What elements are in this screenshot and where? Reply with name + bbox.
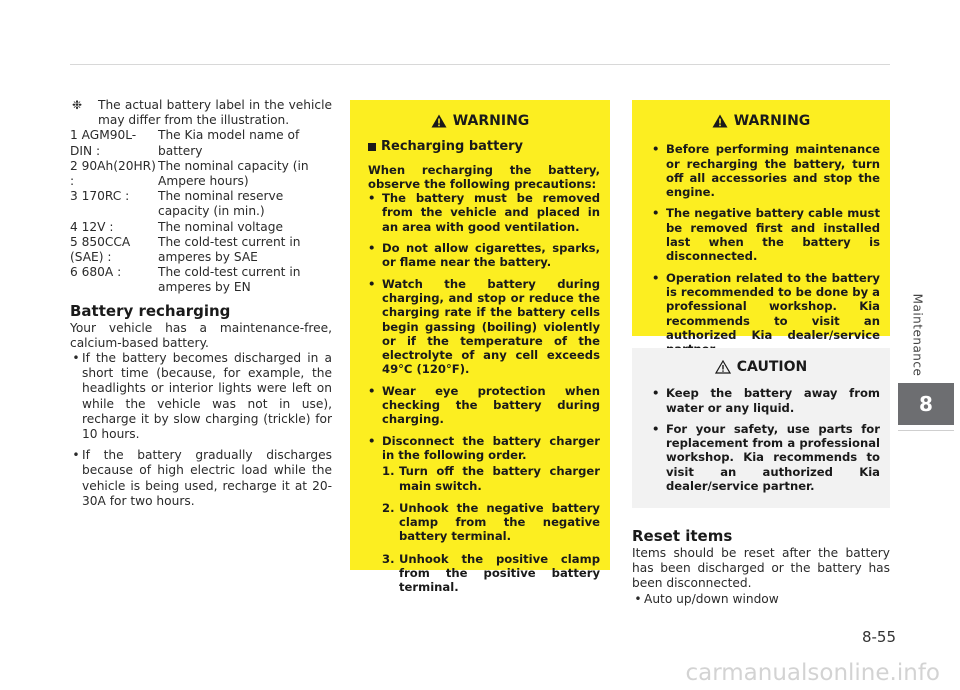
list-item bbox=[368, 191, 600, 234]
bullet-icon: • bbox=[368, 241, 376, 256]
list-item bbox=[652, 206, 880, 263]
battery-recharging-title: Battery recharging bbox=[70, 301, 231, 320]
list-item-text: The negative battery cable must be removed first and installed last when the battery is disconnected. bbox=[666, 206, 880, 264]
spec-key: 3 170RC : bbox=[70, 189, 130, 204]
warning-triangle-icon bbox=[712, 114, 728, 128]
spec-row bbox=[70, 189, 332, 219]
reset-items-text: Items should be reset after the battery has been discharged or the battery has been disconnected. bbox=[632, 546, 890, 591]
list-item-text: Operation related to the battery is recommended to be done by a professional workshop. Kia recommends to visit an authorized Kia dealer/service bbox=[666, 270, 880, 342]
spec-value: The nominal reserve capacity (in min.) bbox=[158, 189, 284, 219]
step-number: 1. bbox=[382, 464, 395, 479]
note-symbol-icon: ❉ bbox=[72, 98, 83, 112]
spec-value: The nominal capacity (in Ampere hours) bbox=[158, 158, 309, 189]
side-divider bbox=[898, 430, 954, 431]
list-item-text: Watch the battery during charging, and stop or reduce the charging rate if the battery cells begin gassing (boiling) violently or if the temperature of the electrolyte of any cell exceeds 49°C (120°F). bbox=[382, 276, 600, 377]
list-item bbox=[368, 241, 600, 270]
list-item-text: For your safety, use parts for replacement from a professional workshop. Kia recommends to visit an authorized Kia dealer/service partner. bbox=[666, 421, 880, 494]
spec-row bbox=[70, 128, 332, 158]
recharging-warning-box bbox=[350, 100, 610, 595]
spec-value: The cold-test current in amperes by SAE bbox=[158, 234, 301, 265]
list-item-text: If the battery gradually discharges because of high electric load while the vehicle is being used, recharge it at 20-30A for two hours. bbox=[82, 448, 332, 508]
spec-key: 4 12V : bbox=[70, 219, 114, 234]
spec-key: 2 90Ah(20HR) : bbox=[70, 158, 156, 189]
list-item bbox=[70, 448, 332, 509]
bullet-icon: • bbox=[652, 142, 660, 157]
list-item bbox=[652, 142, 880, 199]
recharging-subheading bbox=[368, 140, 600, 154]
list-item bbox=[652, 271, 880, 357]
maintenance-warnings bbox=[652, 142, 880, 356]
step-number: 2. bbox=[382, 500, 395, 515]
square-bullet-icon bbox=[368, 143, 376, 151]
bullet-icon: • bbox=[652, 270, 660, 285]
list-item-text: Before performing maintenance or recharging the battery, turn off all accessories and stop the engine. bbox=[666, 142, 880, 200]
bullet-icon: • bbox=[652, 206, 660, 221]
caution-triangle-icon bbox=[715, 360, 731, 374]
left-column bbox=[70, 98, 332, 509]
warning-heading-text: WARNING bbox=[733, 113, 811, 129]
section-name: Maintenance bbox=[910, 293, 924, 377]
spec-list bbox=[70, 128, 332, 295]
page-number: 8-55 bbox=[861, 628, 896, 646]
caution-list bbox=[652, 386, 880, 493]
list-item bbox=[368, 384, 600, 427]
recharging-subheading-text: Recharging battery bbox=[381, 139, 524, 155]
bullet-icon: • bbox=[368, 383, 376, 398]
bullet-icon: • bbox=[652, 386, 660, 401]
warning-triangle-icon bbox=[431, 114, 447, 128]
spec-row bbox=[70, 220, 332, 235]
spec-row bbox=[70, 235, 332, 265]
step-item bbox=[382, 464, 600, 493]
bullet-icon: • bbox=[72, 448, 80, 463]
list-item-text: Auto up/down window bbox=[644, 591, 779, 606]
caution-box bbox=[632, 348, 890, 508]
list-item-text: Do not allow cigarettes, sparks, or flame near the battery. bbox=[382, 241, 600, 270]
disconnect-steps bbox=[382, 464, 600, 594]
step-number: 3. bbox=[382, 551, 395, 566]
spec-value: The nominal voltage bbox=[158, 219, 283, 234]
spec-row bbox=[70, 265, 332, 295]
label-note bbox=[70, 98, 332, 128]
bullet-icon: • bbox=[368, 191, 376, 206]
step-text: Unhook the positive clamp from the positive battery terminal. bbox=[399, 551, 600, 595]
spec-key: 5 850CCA (SAE) : bbox=[70, 234, 131, 265]
section-side-label bbox=[902, 290, 932, 380]
bullet-icon: • bbox=[368, 433, 376, 448]
spec-key: 1 AGM90L-DIN : bbox=[70, 128, 137, 158]
list-item-text: Keep the battery away from water or any liquid. bbox=[666, 386, 880, 415]
maintenance-warning-box bbox=[632, 100, 890, 342]
battery-recharging-intro: Your vehicle has a maintenance-free, calcium-based battery. bbox=[70, 320, 332, 350]
recharging-intro: When recharging the battery, observe the following precautions: bbox=[368, 162, 600, 191]
top-divider bbox=[70, 64, 890, 65]
caution-heading bbox=[632, 360, 890, 374]
list-item bbox=[652, 422, 880, 493]
list-item bbox=[632, 592, 890, 607]
spec-row bbox=[70, 159, 332, 189]
watermark: carmanualsonline.info bbox=[685, 660, 940, 686]
bullet-icon: • bbox=[652, 421, 660, 436]
step-item bbox=[382, 501, 600, 544]
list-item bbox=[70, 351, 332, 442]
list-item bbox=[368, 434, 600, 595]
list-item-text: Disconnect the battery charger in the following order. bbox=[382, 433, 600, 462]
step-text: Unhook the negative battery clamp from the negative battery terminal. bbox=[399, 500, 600, 544]
list-item-text: Wear eye protection when checking the battery during charging. bbox=[382, 383, 600, 427]
step-item bbox=[382, 552, 600, 595]
warning-heading bbox=[632, 114, 890, 128]
recharging-precautions bbox=[368, 191, 600, 594]
list-item bbox=[368, 277, 600, 377]
warning-heading bbox=[350, 114, 610, 128]
spec-key: 6 680A : bbox=[70, 265, 122, 280]
list-item bbox=[652, 386, 880, 415]
list-item-text: If the battery becomes discharged in a short time (because, for example, the headlights or interior lights were left on while the vehicle was not in use), recharge it by slow charging (trickle) for 10 hours. bbox=[82, 351, 332, 442]
bullet-icon: • bbox=[368, 276, 376, 291]
chapter-tab: 8 bbox=[898, 383, 954, 425]
reset-items-title: Reset items bbox=[632, 527, 733, 545]
bullet-icon: • bbox=[72, 351, 80, 366]
step-text: Turn off the battery charger main switch. bbox=[399, 464, 600, 493]
bullet-icon: • bbox=[634, 591, 642, 606]
list-item-text: The battery must be removed from the vehicle and placed in an area with good ventilation. bbox=[382, 191, 600, 234]
spec-value: The Kia model name of battery bbox=[158, 128, 300, 158]
spec-value: The cold-test current in amperes by EN bbox=[158, 265, 301, 295]
note-text: The actual battery label in the vehicle may differ from the illustration. bbox=[98, 98, 332, 128]
warning-heading-text: WARNING bbox=[452, 113, 530, 129]
reset-items-section bbox=[632, 527, 890, 607]
caution-heading-text: CAUTION bbox=[736, 359, 808, 375]
